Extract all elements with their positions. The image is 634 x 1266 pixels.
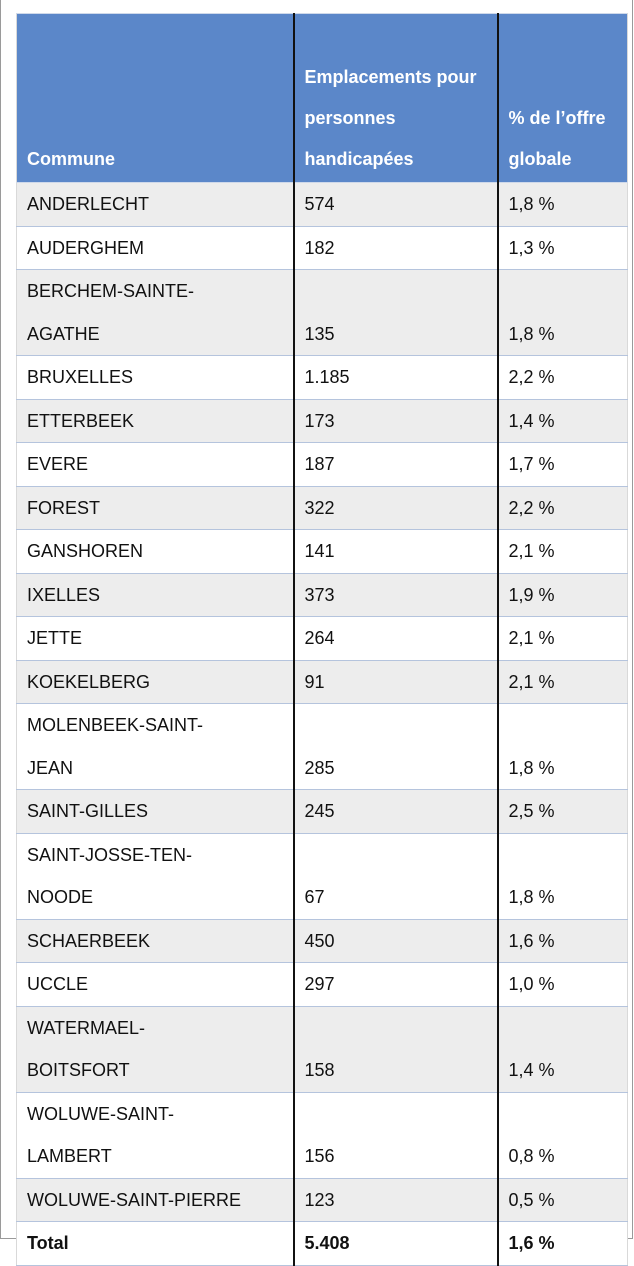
cell-emplacements: 182 <box>294 226 498 270</box>
cell-pct: 1,0 % <box>498 963 628 1007</box>
cell-pct: 2,1 % <box>498 617 628 661</box>
table-row <box>17 486 628 530</box>
cell-emplacements: 450 <box>294 919 498 963</box>
cell-pct: 1,3 % <box>498 226 628 270</box>
cell-emplacements: 156 <box>294 1092 498 1178</box>
cell-commune-text: MOLENBEEK-SAINT-JEAN <box>27 715 204 778</box>
table-row <box>17 443 628 487</box>
cell-commune: UCCLE <box>17 963 294 1007</box>
cell-commune <box>17 1092 294 1178</box>
cell-commune-text: BERCHEM-SAINTE-AGATHE <box>27 281 195 344</box>
cell-pct: 1,7 % <box>498 443 628 487</box>
cell-pct: 2,1 % <box>498 530 628 574</box>
cell-commune: KOEKELBERG <box>17 660 294 704</box>
cell-emplacements: 322 <box>294 486 498 530</box>
cell-emplacements: 574 <box>294 183 498 227</box>
total-label: Total <box>17 1222 294 1266</box>
cell-commune: GANSHOREN <box>17 530 294 574</box>
table-row <box>17 399 628 443</box>
table-row <box>17 833 628 919</box>
cell-pct: 1,8 % <box>498 270 628 356</box>
table-row <box>17 1092 628 1178</box>
cell-pct: 0,8 % <box>498 1092 628 1178</box>
header-emplacements: Emplacements pour personnes handicapées <box>294 14 498 183</box>
cell-commune: SCHAERBEEK <box>17 919 294 963</box>
cell-emplacements: 135 <box>294 270 498 356</box>
cell-commune <box>17 270 294 356</box>
table-row <box>17 270 628 356</box>
cell-emplacements: 297 <box>294 963 498 1007</box>
cell-commune <box>17 704 294 790</box>
cell-pct: 1,9 % <box>498 573 628 617</box>
table-row <box>17 704 628 790</box>
cell-commune: ETTERBEEK <box>17 399 294 443</box>
cell-pct: 1,6 % <box>498 919 628 963</box>
cell-pct: 1,8 % <box>498 704 628 790</box>
parking-table <box>16 13 628 1266</box>
cell-commune: SAINT-GILLES <box>17 790 294 834</box>
cell-pct: 1,4 % <box>498 1006 628 1092</box>
cell-pct: 1,8 % <box>498 183 628 227</box>
cell-commune-text: SAINT-JOSSE-TEN-NOODE <box>27 844 193 907</box>
table-row <box>17 919 628 963</box>
table-header-row <box>17 14 628 183</box>
table-row <box>17 617 628 661</box>
table-row <box>17 573 628 617</box>
cell-emplacements: 245 <box>294 790 498 834</box>
header-pct-offre: % de l’offre globale <box>498 14 628 183</box>
cell-pct: 1,8 % <box>498 833 628 919</box>
cell-commune-text: WATERMAEL-BOITSFORT <box>27 1017 146 1080</box>
cell-pct: 2,2 % <box>498 356 628 400</box>
total-pct: 1,6 % <box>498 1222 628 1266</box>
cell-pct: 2,5 % <box>498 790 628 834</box>
table-row <box>17 1178 628 1222</box>
cell-emplacements: 187 <box>294 443 498 487</box>
cell-commune: FOREST <box>17 486 294 530</box>
cell-commune: IXELLES <box>17 573 294 617</box>
table-row <box>17 183 628 227</box>
cell-pct: 0,5 % <box>498 1178 628 1222</box>
total-emplacements: 5.408 <box>294 1222 498 1266</box>
table-row <box>17 530 628 574</box>
cell-pct: 2,2 % <box>498 486 628 530</box>
cell-emplacements: 141 <box>294 530 498 574</box>
table-row <box>17 226 628 270</box>
cell-commune: EVERE <box>17 443 294 487</box>
cell-emplacements: 91 <box>294 660 498 704</box>
cell-commune: WOLUWE-SAINT-PIERRE <box>17 1178 294 1222</box>
cell-emplacements: 373 <box>294 573 498 617</box>
cell-commune <box>17 833 294 919</box>
cell-emplacements: 123 <box>294 1178 498 1222</box>
table-row <box>17 963 628 1007</box>
cell-emplacements: 264 <box>294 617 498 661</box>
header-commune: Commune <box>17 14 294 183</box>
cell-emplacements: 158 <box>294 1006 498 1092</box>
cell-commune-text: WOLUWE-SAINT-LAMBERT <box>27 1103 174 1166</box>
cell-emplacements: 173 <box>294 399 498 443</box>
cell-commune <box>17 1006 294 1092</box>
cell-commune: JETTE <box>17 617 294 661</box>
cell-commune: AUDERGHEM <box>17 226 294 270</box>
cell-emplacements: 1.185 <box>294 356 498 400</box>
cell-commune: ANDERLECHT <box>17 183 294 227</box>
cell-pct: 2,1 % <box>498 660 628 704</box>
cell-commune: BRUXELLES <box>17 356 294 400</box>
table-row <box>17 790 628 834</box>
cell-emplacements: 285 <box>294 704 498 790</box>
cell-pct: 1,4 % <box>498 399 628 443</box>
table-row <box>17 1006 628 1092</box>
table-total-row <box>17 1222 628 1266</box>
table-row <box>17 660 628 704</box>
table-row <box>17 356 628 400</box>
cell-emplacements: 67 <box>294 833 498 919</box>
